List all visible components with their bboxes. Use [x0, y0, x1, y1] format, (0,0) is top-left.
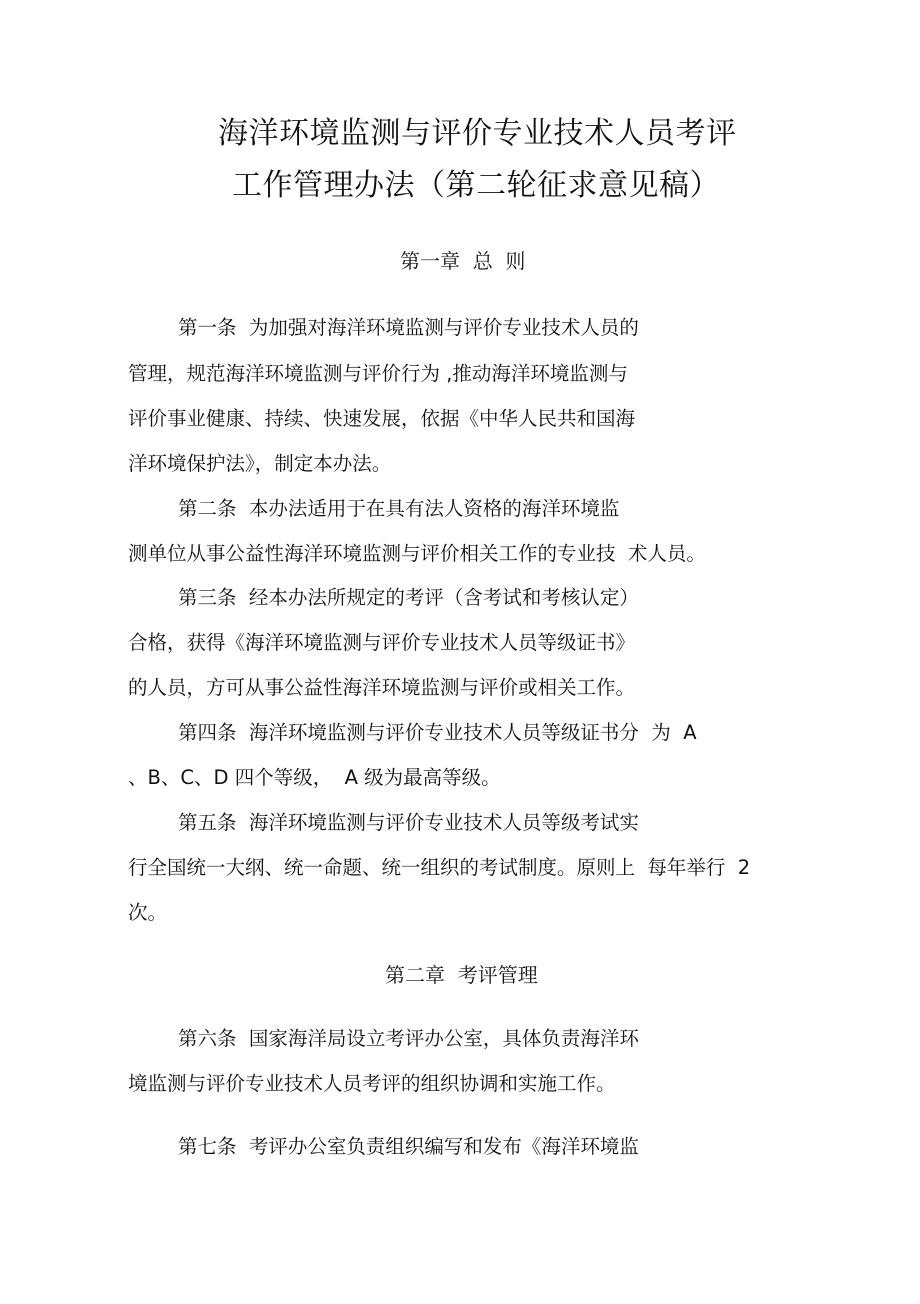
document-title-line-1: 海洋环境监测与评价专业技术人员考评: [218, 116, 737, 151]
article-6-line-1: 第六条 国家海洋局设立考评办公室，具体负责海洋环: [178, 1027, 639, 1050]
article-3-line-1: 第三条 经本办法所规定的考评（含考试和考核认定）: [178, 586, 639, 609]
chapter-heading-2: 第二章 考评管理: [385, 963, 538, 987]
document-title-line-2: 工作管理办法（第二轮征求意见稿）: [232, 168, 720, 203]
article-3-line-3: 的人员，方可从事公益性海洋环境监测与评价或相关工作。: [128, 676, 636, 699]
article-2-line-1: 第二条 本办法适用于在具有法人资格的海洋环境监: [178, 497, 620, 520]
article-4-line-2: 、B、C、D 四个等级， A 级为最高等级。: [128, 766, 501, 789]
article-1-line-1: 第一条 为加强对海洋环境监测与评价专业技术人员的: [178, 316, 639, 339]
article-2-line-2: 测单位从事公益性海洋环境监测与评价相关工作的专业技 术人员。: [128, 542, 706, 565]
article-5-line-2: 行全国统一大纲、统一命题、统一组织的考试制度。原则上 每年举行 2: [128, 856, 751, 879]
article-1-line-4: 洋环境保护法》，制定本办法。: [128, 452, 392, 475]
article-4-line-1: 第四条 海洋环境监测与评价专业技术人员等级证书分 为 A: [178, 721, 697, 744]
article-1-line-3: 评价事业健康、持续、快速发展，依据《中华人民共和国海: [128, 407, 636, 430]
article-6-line-2: 境监测与评价专业技术人员考评的组织协调和实施工作。: [128, 1072, 616, 1095]
article-1-line-2: 管理，规范海洋环境监测与评价行为 ,推动海洋环境监测与: [128, 362, 628, 385]
article-7-line-1: 第七条 考评办公室负责组织编写和发布《海洋环境监: [178, 1135, 639, 1158]
chapter-heading-1: 第一章 总 则: [400, 249, 526, 273]
article-5-line-3: 次。: [128, 901, 168, 924]
article-5-line-1: 第五条 海洋环境监测与评价专业技术人员等级考试实: [178, 811, 639, 834]
article-3-line-2: 合格，获得《海洋环境监测与评价专业技术人员等级证书》: [128, 631, 636, 654]
